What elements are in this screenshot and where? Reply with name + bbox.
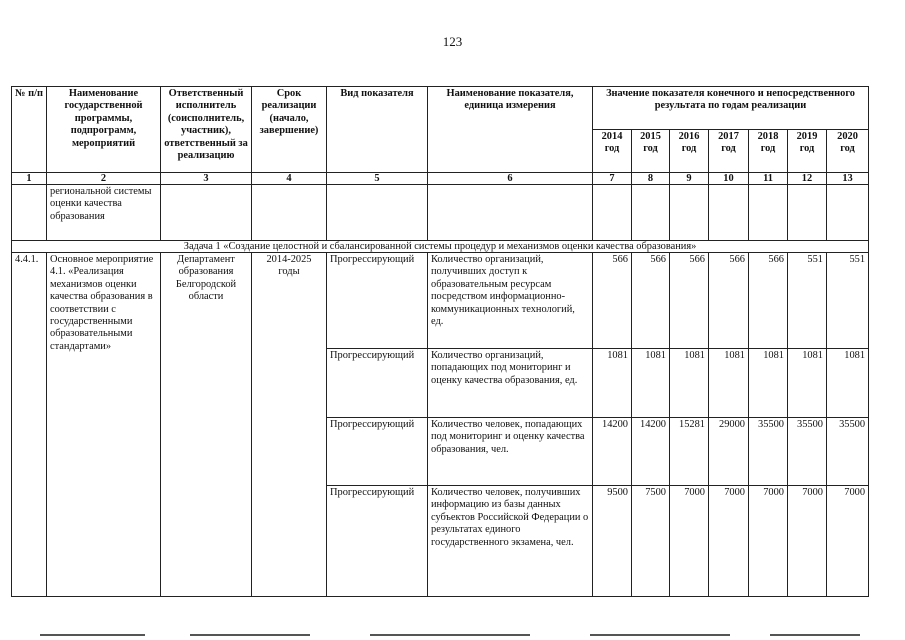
header-row-main (12, 87, 869, 130)
indicator-value-2019: 35500 (788, 418, 827, 486)
column-number: 4 (252, 173, 327, 185)
indicator-value-2016: 566 (670, 253, 709, 349)
table-cell-empty (428, 185, 593, 241)
indicator-value-2017: 566 (709, 253, 749, 349)
column-number: 13 (827, 173, 869, 185)
indicator-value-2018: 566 (749, 253, 788, 349)
scan-edge-line (190, 634, 310, 636)
indicator-name: Количество человек, получивших информацию из базы данных субъектов Российской Федерации о результатах единого государственного экзамена, чел. (428, 486, 593, 597)
indicator-value-2014: 14200 (593, 418, 632, 486)
continuation-text: региональной системы оценки качества образования (47, 185, 161, 241)
scan-edge-line (40, 634, 145, 636)
indicator-value-2016: 7000 (670, 486, 709, 597)
indicator-name: Количество человек, попадающих под мониторинг и оценку качества образования, чел. (428, 418, 593, 486)
indicator-value-2020: 35500 (827, 418, 869, 486)
header-number: № п/п (12, 87, 47, 173)
indicator-value-2015: 14200 (632, 418, 670, 486)
indicator-value-2014: 9500 (593, 486, 632, 597)
indicator-value-2015: 1081 (632, 349, 670, 418)
indicator-value-2019: 7000 (788, 486, 827, 597)
column-number: 6 (428, 173, 593, 185)
table-row (12, 253, 869, 349)
table-cell-empty (749, 185, 788, 241)
header-term: Срок реализации (начало, завершение) (252, 87, 327, 173)
indicator-name: Количество организаций, получивших доступ к образовательным ресурсам посредством информационно-коммуникационных технологий, ед. (428, 253, 593, 349)
indicator-value-2017: 29000 (709, 418, 749, 486)
table-cell-empty (12, 185, 47, 241)
scan-edge-line (770, 634, 860, 636)
column-number: 12 (788, 173, 827, 185)
table-cell-empty (709, 185, 749, 241)
indicator-value-2018: 35500 (749, 418, 788, 486)
table-cell-empty (252, 185, 327, 241)
task-title: Задача 1 «Создание целостной и сбалансированной системы процедур и механизмов оценки качества образования» (12, 241, 869, 253)
indicator-value-2019: 1081 (788, 349, 827, 418)
table-cell-empty (670, 185, 709, 241)
table-cell-empty (593, 185, 632, 241)
task-row (12, 241, 869, 253)
header-values-by-year: Значение показателя конечного и непосредственного результата по годам реализации (593, 87, 869, 130)
indicator-value-2018: 7000 (749, 486, 788, 597)
indicator-value-2015: 566 (632, 253, 670, 349)
header-year-2019: 2019 год (788, 130, 827, 173)
header-year-2015: 2015 год (632, 130, 670, 173)
column-number: 2 (47, 173, 161, 185)
header-indicator-name: Наименование показателя, единица измерения (428, 87, 593, 173)
column-number: 11 (749, 173, 788, 185)
indicator-value-2020: 551 (827, 253, 869, 349)
page-number: 123 (442, 34, 463, 49)
indicator-value-2016: 1081 (670, 349, 709, 418)
activity-number: 4.4.1. (12, 253, 47, 597)
column-number: 1 (12, 173, 47, 185)
indicator-type: Прогрессирующий (327, 486, 428, 597)
indicator-type: Прогрессирующий (327, 349, 428, 418)
indicator-value-2016: 15281 (670, 418, 709, 486)
activity-responsible: Департамент образования Белгородской области (161, 253, 252, 597)
indicator-name: Количество организаций, попадающих под мониторинг и оценку качества образования, ед. (428, 349, 593, 418)
indicator-value-2014: 566 (593, 253, 632, 349)
column-number: 9 (670, 173, 709, 185)
header-year-2018: 2018 год (749, 130, 788, 173)
header-year-2014: 2014 год (593, 130, 632, 173)
table-cell-empty (632, 185, 670, 241)
indicator-value-2014: 1081 (593, 349, 632, 418)
header-year-2017: 2017 год (709, 130, 749, 173)
header-program-name: Наименование государственной программы, подпрограмм, мероприятий (47, 87, 161, 173)
indicator-value-2015: 7500 (632, 486, 670, 597)
indicator-value-2017: 7000 (709, 486, 749, 597)
indicator-value-2020: 7000 (827, 486, 869, 597)
activity-term: 2014-2025 годы (252, 253, 327, 597)
indicator-value-2017: 1081 (709, 349, 749, 418)
header-year-2020: 2020 год (827, 130, 869, 173)
indicator-value-2020: 1081 (827, 349, 869, 418)
column-number-row (12, 173, 869, 185)
scan-edge-line (370, 634, 530, 636)
header-responsible: Ответственный исполнитель (соисполнитель, участник), ответственный за реализацию (161, 87, 252, 173)
table-cell-empty (827, 185, 869, 241)
continuation-row (12, 185, 869, 241)
header-indicator-type: Вид показателя (327, 87, 428, 173)
indicator-value-2018: 1081 (749, 349, 788, 418)
indicator-type: Прогрессирующий (327, 253, 428, 349)
indicator-type: Прогрессирующий (327, 418, 428, 486)
column-number: 5 (327, 173, 428, 185)
column-number: 3 (161, 173, 252, 185)
indicator-value-2019: 551 (788, 253, 827, 349)
table-cell-empty (327, 185, 428, 241)
table-cell-empty (161, 185, 252, 241)
activity-name: Основное мероприятие 4.1. «Реализация механизмов оценки качества образования в соответствии с государственными образовательными стандартами» (47, 253, 161, 597)
column-number: 10 (709, 173, 749, 185)
column-number: 7 (593, 173, 632, 185)
header-year-2016: 2016 год (670, 130, 709, 173)
table-cell-empty (788, 185, 827, 241)
scan-edge-line (590, 634, 730, 636)
indicators-table (11, 86, 869, 597)
column-number: 8 (632, 173, 670, 185)
